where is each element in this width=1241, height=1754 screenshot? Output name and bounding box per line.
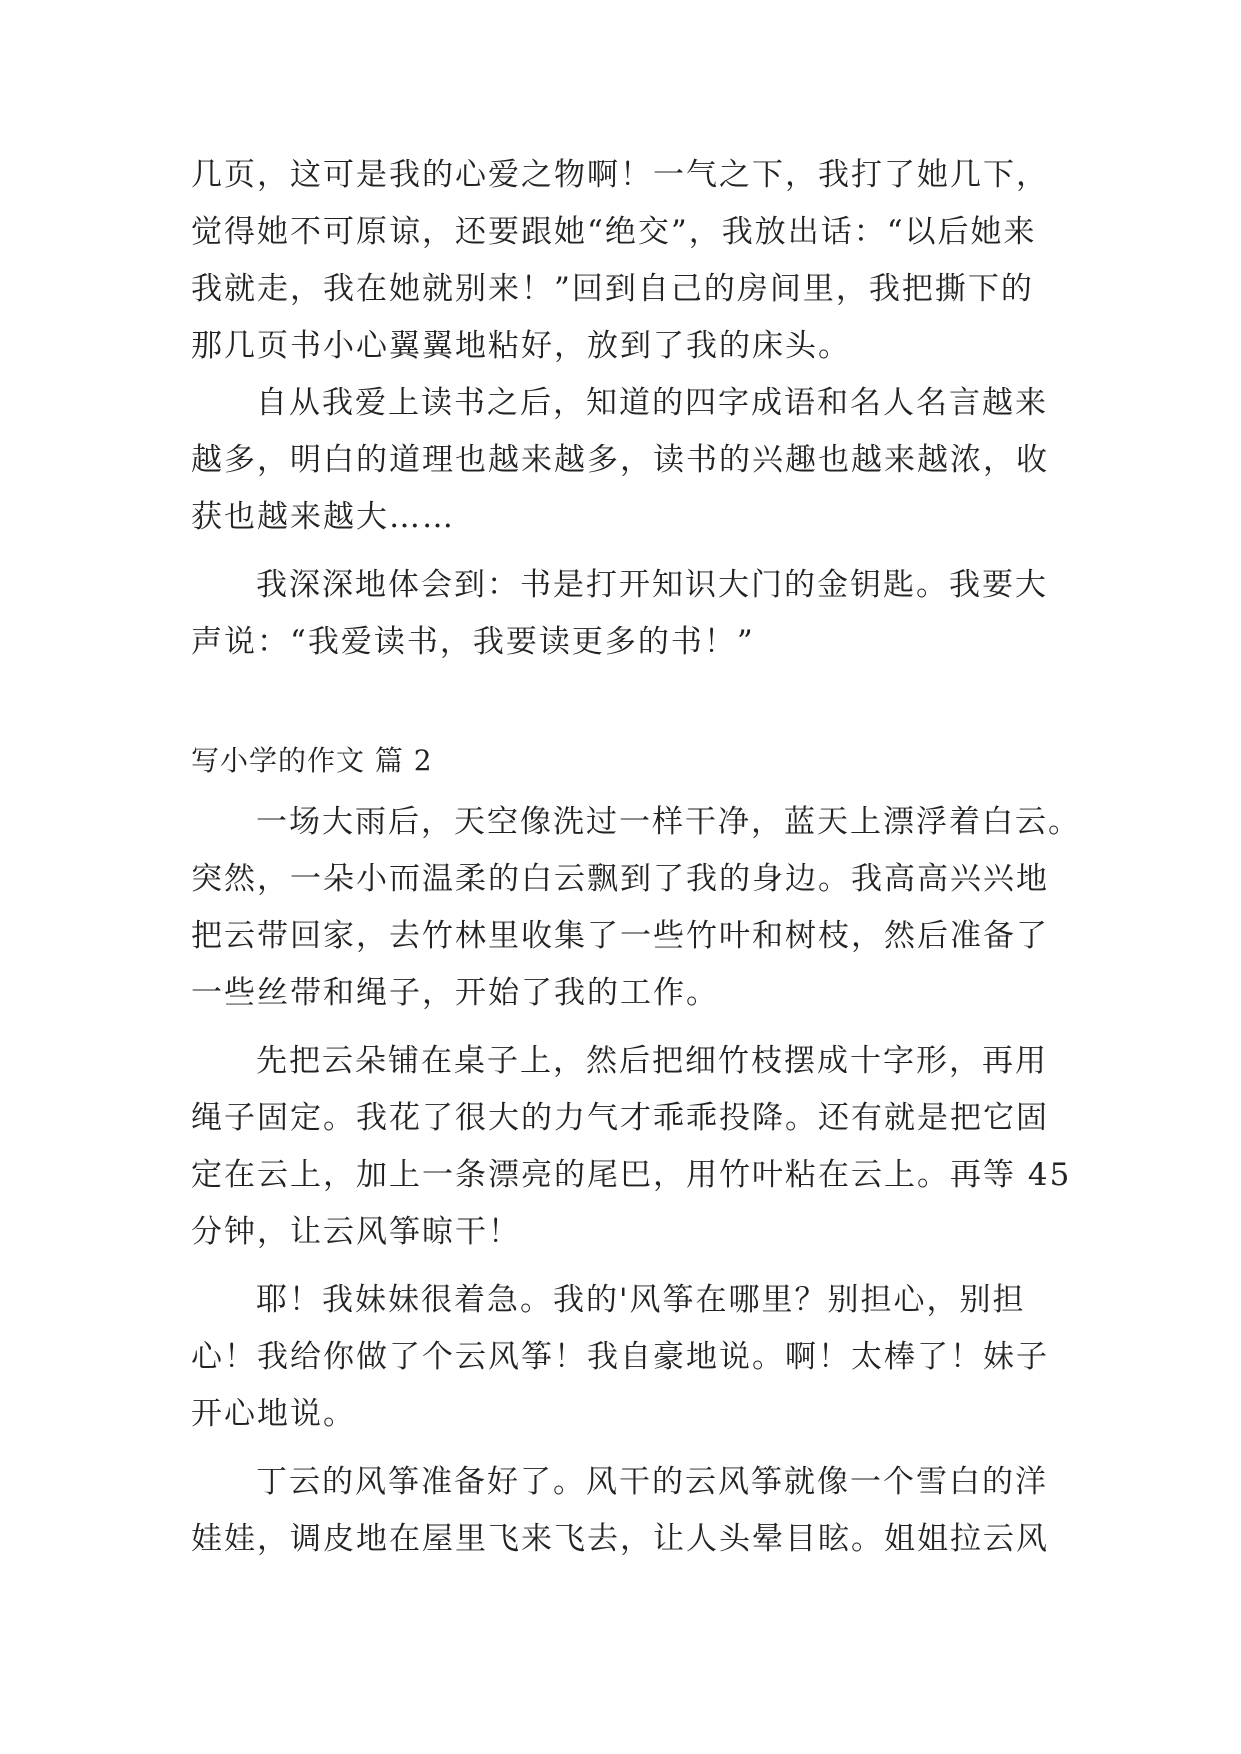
- paragraph-line: 一场大雨后，天空像洗过一样干净，蓝天上漂浮着白云。: [256, 804, 1081, 840]
- paragraph-line: 我深深地体会到：书是打开知识大门的金钥匙。我要大: [256, 567, 1048, 603]
- paragraph-line: 声说：“我爱读书，我要读更多的书！”: [191, 624, 755, 660]
- section-heading: 写小学的作文 篇 2: [191, 744, 433, 777]
- paragraph-line: 觉得她不可原谅，还要跟她“绝交”，我放出话：“以后她来: [191, 214, 1037, 250]
- paragraph-line: 突然，一朵小而温柔的白云飘到了我的身边。我高高兴兴地: [191, 861, 1049, 897]
- paragraph-line: 耶！我妹妹很着急。我的'风筝在哪里？别担心，别担: [256, 1282, 1026, 1318]
- paragraph-line: 一些丝带和绳子，开始了我的工作。: [191, 975, 719, 1011]
- paragraph-line: 越多，明白的道理也越来越多，读书的兴趣也越来越浓，收: [191, 442, 1049, 478]
- paragraph-line: 自从我爱上读书之后，知道的四字成语和名人名言越来: [256, 385, 1048, 421]
- paragraph-line: 丁云的风筝准备好了。风干的云风筝就像一个雪白的洋: [256, 1464, 1048, 1500]
- paragraph-line: 娃娃，调皮地在屋里飞来飞去，让人头晕目眩。姐姐拉云风: [191, 1521, 1049, 1557]
- paragraph-line: 先把云朵铺在桌子上，然后把细竹枝摆成十字形，再用: [256, 1043, 1048, 1079]
- paragraph-line: 把云带回家，去竹林里收集了一些竹叶和树枝，然后准备了: [191, 918, 1049, 954]
- paragraph-line: 获也越来越大……: [191, 499, 455, 535]
- paragraph-line: 心！我给你做了个云风筝！我自豪地说。啊！太棒了！妹子: [191, 1339, 1049, 1375]
- paragraph-line: 我就走，我在她就别来！”回到自己的房间里，我把撕下的: [191, 271, 1034, 307]
- paragraph-line: 分钟，让云风筝晾干！: [191, 1214, 521, 1250]
- paragraph-line: 开心地说。: [191, 1396, 356, 1432]
- paragraph-line: 绳子固定。我花了很大的力气才乖乖投降。还有就是把它固: [191, 1100, 1049, 1136]
- paragraph-line: 那几页书小心翼翼地粘好，放到了我的床头。: [191, 328, 851, 364]
- paragraph-line: 定在云上，加上一条漂亮的尾巴，用竹叶粘在云上。再等 45: [191, 1157, 1072, 1193]
- paragraph-line: 几页，这可是我的心爱之物啊！一气之下，我打了她几下，: [191, 157, 1049, 193]
